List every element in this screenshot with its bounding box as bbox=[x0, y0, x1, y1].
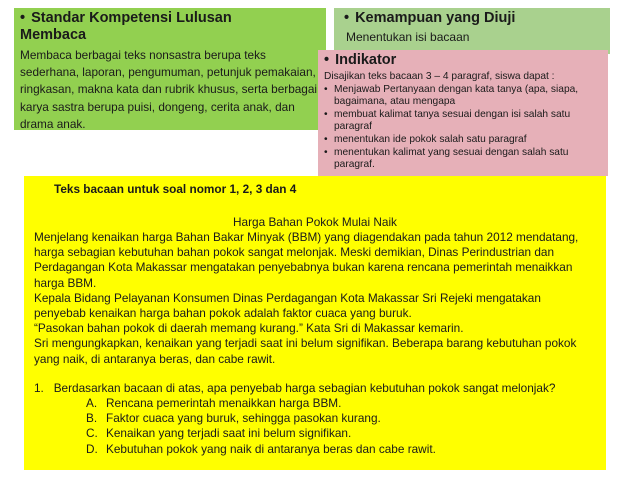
list-item: • menentukan ide pokok salah satu paragraf bbox=[324, 134, 527, 145]
bullet-icon: • bbox=[324, 84, 328, 95]
option-text: Kenaikan yang terjadi saat ini belum signifikan. bbox=[106, 426, 352, 441]
bullet-icon: • bbox=[344, 10, 350, 26]
option-label: D. bbox=[86, 441, 98, 456]
option-text: Kebutuhan pokok yang naik di antaranya beras dan cabe rawit. bbox=[106, 441, 436, 456]
list-item: • menentukan kalimat yang sesuai dengan salah satu paragraf. bbox=[324, 147, 569, 170]
list-item: • Menjawab Pertanyaan dengan kata tanya (apa, siapa, bagaimana, atau mengapa bbox=[324, 84, 579, 107]
bullet-icon: • bbox=[324, 147, 328, 158]
bullet-icon: • bbox=[324, 134, 328, 145]
reading-heading: Teks bacaan untuk soal nomor 1, 2, 3 dan 4 bbox=[54, 182, 297, 196]
answer-option-b bbox=[34, 411, 596, 426]
kemampuan-diuji-box bbox=[334, 8, 610, 54]
bullet-icon: • bbox=[324, 109, 328, 120]
standar-kompetensi-title: • Standar Kompetensi Lulusan Membaca bbox=[20, 10, 232, 43]
indikator-box bbox=[318, 50, 608, 176]
question-number: 1. bbox=[34, 380, 44, 395]
indikator-intro: Disajikan teks bacaan 3 – 4 paragraf, siswa dapat : bbox=[324, 71, 555, 82]
answer-option-a bbox=[34, 396, 596, 411]
option-text: Faktor cuaca yang buruk, sehingga pasokan kurang. bbox=[106, 411, 381, 426]
option-label: C. bbox=[86, 426, 98, 441]
reading-box bbox=[24, 176, 606, 470]
bullet-icon: • bbox=[324, 52, 330, 68]
standar-kompetensi-box bbox=[14, 8, 326, 130]
kemampuan-diuji-title: • Kemampuan yang Diuji bbox=[344, 10, 516, 26]
reading-paragraph: Kepala Bidang Pelayanan Konsumen Dinas Perdagangan Kota Makassar Sri Rejeki mengatakan penyebab kenaikan harga bahan pokok adalah faktor cuaca yang buruk. bbox=[34, 290, 541, 321]
bullet-icon: • bbox=[20, 10, 26, 26]
reading-paragraph: Sri mengungkapkan, kenaikan yang terjadi saat ini belum signifikan. Beberapa barang kebutuhan pokok yang naik, di antaranya beras, dan cabe rawit. bbox=[34, 336, 577, 366]
answer-option-d bbox=[34, 442, 596, 457]
list-item: • membuat kalimat tanya sesuai dengan isi salah satu paragraf bbox=[324, 109, 571, 132]
option-text: Rencana pemerintah menaikkan harga BBM. bbox=[106, 396, 342, 411]
indikator-list bbox=[324, 84, 602, 171]
reading-paragraph: Menjelang kenaikan harga Bahan Bakar Minyak (BBM) yang diagendakan pada tahun 2012 mendatang, harga sebagian kebutuhan bahan pokok sangat melonjak. Meski demikian, Dinas Perindustrian dan Perdagangan Kota Makassar mengatakan penyebabnya bukan karena rencana pemerintah menaikkan harga BBM. bbox=[34, 230, 579, 290]
reading-paragraph: “Pasokan bahan pokok di daerah memang kurang.” Kata Sri di Makassar kemarin. bbox=[34, 321, 464, 336]
question-text: Berdasarkan bacaan di atas, apa penyebab harga sebagian kebutuhan pokok sangat melonjak? bbox=[53, 380, 556, 395]
reading-title: Harga Bahan Pokok Mulai Naik bbox=[233, 215, 397, 229]
question bbox=[34, 381, 596, 396]
option-label: B. bbox=[86, 411, 98, 426]
standar-kompetensi-description: Membaca berbagai teks nonsastra berupa teks sederhana, laporan, pengumuman, petunjuk pemakaian, ringkasan, makna kata dan rubrik khusus, serta berbagai karya sastra berupa puisi, dongeng, cerita anak, dan drama anak. bbox=[20, 48, 318, 131]
indikator-title: • Indikator bbox=[324, 52, 397, 68]
kemampuan-diuji-description: Menentukan isi bacaan bbox=[346, 30, 470, 44]
answer-option-c bbox=[34, 426, 596, 441]
option-label: A. bbox=[86, 396, 98, 411]
